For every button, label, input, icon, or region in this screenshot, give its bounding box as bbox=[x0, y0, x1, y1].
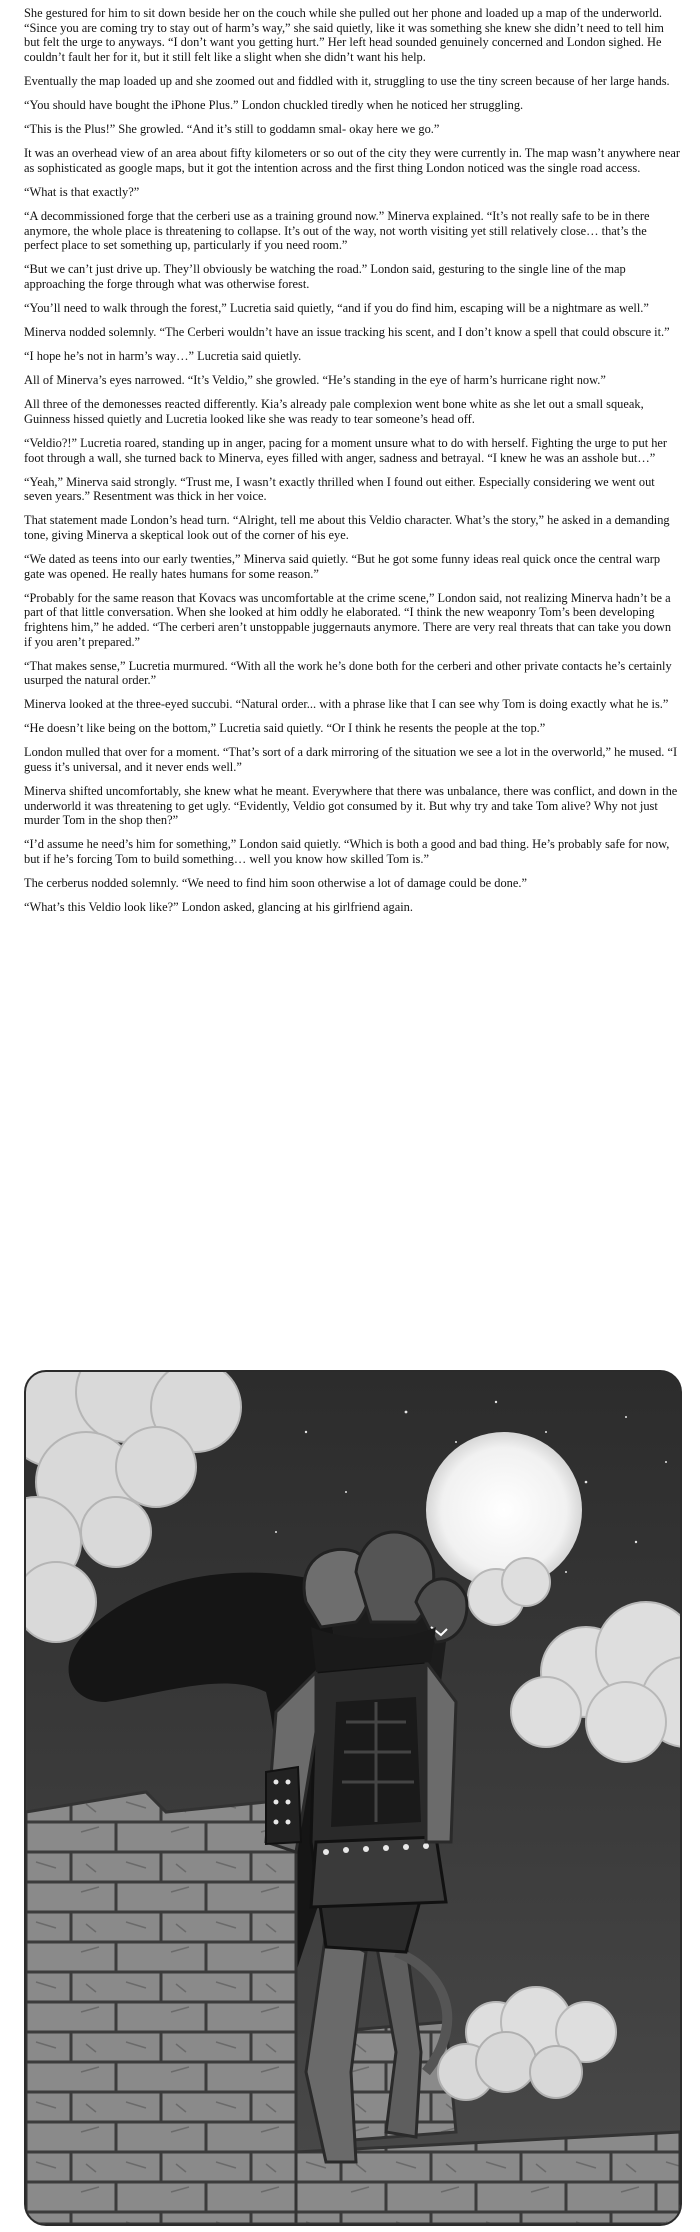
paragraph: That statement made London’s head turn. “Alright, tell me about this Veldio character. What’s the story,” he asked in a demanding tone, giving Minerva a skeptical look out of the corner of his eye. bbox=[24, 513, 670, 542]
paragraph: All three of the demonesses reacted differently. Kia’s already pale complexion went bone white as she let out a small squeak, Guinness hissed quietly and Lucretia looked like she was ready to tear someone’s head off. bbox=[24, 397, 644, 426]
paragraph: Minerva shifted uncomfortably, she knew what he meant. Everywhere that there was unbalance, there was conflict, and down in the underworld it was threatening to get ugly. “Evidently, Veldio got consumed by it. But why try and take Tom alive? Why not just murder Tom in the shop then?” bbox=[24, 784, 678, 828]
paragraph: “He doesn’t like being on the bottom,” Lucretia said quietly. “Or I think he resents the people at the top.” bbox=[24, 721, 546, 736]
paragraph: She gestured for him to sit down beside her on the couch while she pulled out her phone and loaded up a map of the underworld. “Since you are coming try to stay out of harm’s way,” she said quietly, like it was something she knew she didn’t need to tell him but felt the urge to anyways. “I don’t want you getting hurt.” Her left head sounded genuinely concerned and London sighed. He couldn’t fault her for it, but it still felt like a slight when she didn’t want his help. bbox=[24, 6, 664, 64]
story-text bbox=[24, 6, 680, 924]
paragraph: “You’ll need to walk through the forest,” Lucretia said quietly, “and if you do find him, escaping will be a nightmare as well.” bbox=[24, 300, 649, 315]
paragraph: “Probably for the same reason that Kovacs was uncomfortable at the crime scene,” London said, not realizing Minerva hadn’t be a part of that little conversation. When she looked at him oddly he elaborated. “I think the new weaponry Tom’s been developing frightens him,” he added. “The cerberi aren’t unstoppable juggernauts anymore. There are very real threats that can take you down if you aren’t prepared.” bbox=[24, 590, 672, 649]
paragraph: The cerberus nodded solemnly. “We need to find him soon otherwise a lot of damage could be done.” bbox=[24, 876, 527, 891]
paragraph: “You should have bought the iPhone Plus.” London chuckled tiredly when he noticed her struggling. bbox=[24, 97, 524, 112]
cerberus-illustration bbox=[24, 1370, 682, 2226]
paragraph: “But we can’t just drive up. They’ll obviously be watching the road.” London said, gesturing to the single line of the map approaching the forge through what was otherwise forest. bbox=[24, 262, 626, 291]
paragraph: Eventually the map loaded up and she zoomed out and fiddled with it, struggling to use the tiny screen because of her large hands. bbox=[24, 73, 670, 88]
paragraph: “That makes sense,” Lucretia murmured. “With all the work he’s done both for the cerberi and other private contacts he’s certainly usurped the natural order.” bbox=[24, 658, 672, 688]
stone-wall bbox=[26, 1792, 296, 2224]
paragraph: “We dated as teens into our early twenties,” Minerva said quietly. “But he got some funny ideas real quick once the central warp gate was opened. He really hates humans for some reason.” bbox=[24, 552, 661, 581]
full-moon bbox=[426, 1432, 582, 1588]
paragraph: “I’d assume he need’s him for something,” London said quietly. “Which is both a good and bad thing. He’s probably safe for now, but if he’s forcing Tom to build something… well you know how skilled Tom is.” bbox=[24, 837, 670, 867]
paragraph: “Yeah,” Minerva said strongly. “Trust me, I wasn’t exactly thrilled when I found out either. Especially considering we went out seven years.” Resentment was thick in her voice. bbox=[24, 474, 655, 504]
paragraph: “This is the Plus!” She growled. “And it’s still to goddamn smal- okay here we go.” bbox=[24, 122, 440, 137]
paragraph: London mulled that over for a moment. “That’s sort of a dark mirroring of the situation we see a lot in the overworld,” he mused. “I guess it’s universal, and it never ends well.” bbox=[24, 745, 678, 775]
paragraph: Minerva nodded solemnly. “The Cerberi wouldn’t have an issue tracking his scent, and I don’t know a spell that could obscure it.” bbox=[24, 325, 670, 339]
paragraph: “What is that exactly?” bbox=[24, 184, 140, 199]
paragraph: “Veldio?!” Lucretia roared, standing up in anger, pacing for a moment unsure what to do with herself. Fighting the urge to put her foot through a wall, she turned back to Minerva, eyes filled with anger, sadness and betrayal. “I knew he was an asshole but…” bbox=[24, 435, 668, 465]
paragraph: Minerva looked at the three-eyed succubi. “Natural order... with a phrase like that I can see why Tom is doing exactly what he is.” bbox=[24, 697, 669, 712]
paragraph: All of Minerva’s eyes narrowed. “It’s Veldio,” she growled. “He’s standing in the eye of harm’s hurricane right now.” bbox=[24, 373, 606, 388]
illustration-art bbox=[26, 1372, 680, 2224]
paragraph: “I hope he’s not in harm’s way…” Lucretia said quietly. bbox=[24, 349, 302, 364]
paragraph: “What’s this Veldio look like?” London asked, glancing at his girlfriend again. bbox=[24, 900, 413, 915]
paragraph: It was an overhead view of an area about fifty kilometers or so out of the city they were currently in. The map wasn’t anywhere near as sophisticated as google maps, but it got the intention across and the first thing London noticed was the single road access. bbox=[24, 146, 681, 175]
paragraph: “A decommissioned forge that the cerberi use as a training ground now.” Minerva explained. “It’s not really safe to be in there anymore, the whole place is threatening to collapse. It’s out of the way, not worth visiting yet still relatively close… that’s the perfect place to set something up, particularly if you need room.” bbox=[24, 208, 650, 253]
